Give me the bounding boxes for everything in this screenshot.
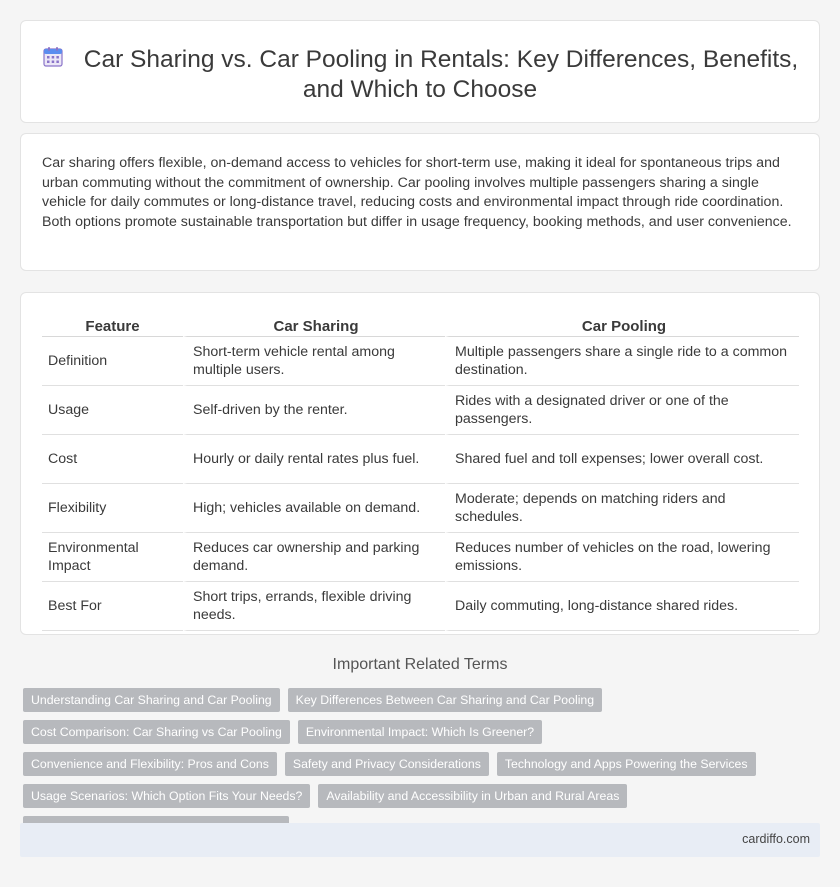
car-pooling-cell: Daily commuting, long-distance shared rides.: [445, 582, 799, 631]
header-car-pooling: Car Pooling: [445, 316, 799, 337]
table-row: [42, 582, 799, 631]
title-card: [20, 20, 820, 123]
comparison-table: [42, 316, 799, 631]
related-terms-list: [23, 688, 803, 840]
related-term-tag[interactable]: Availability and Accessibility in Urban and Rural Areas: [318, 784, 627, 808]
related-term-tag[interactable]: Technology and Apps Powering the Services: [497, 752, 756, 776]
table-row: [42, 533, 799, 582]
footer-site-link[interactable]: cardiffo.com: [742, 832, 810, 846]
intro-card: [20, 133, 820, 271]
car-pooling-cell: Shared fuel and toll expenses; lower overall cost.: [445, 435, 799, 484]
related-term-tag[interactable]: Convenience and Flexibility: Pros and Cons: [23, 752, 277, 776]
header-feature: Feature: [42, 316, 183, 337]
car-sharing-cell: Reduces car ownership and parking demand.: [183, 533, 445, 582]
car-sharing-cell: Short-term vehicle rental among multiple users.: [183, 337, 445, 386]
intro-paragraph: Car sharing offers flexible, on-demand access to vehicles for short-term use, making it ideal for spontaneous trips and urban commuting without the commitment of ownership. Car pooling involves multiple passengers sharing a single vehicle for daily commutes or long-distance travel, reducing costs and environmental impact through ride coordination. Both options promote sustainable transportation but differ in usage frequency, booking methods, and user convenience.: [42, 155, 792, 230]
car-pooling-cell: Multiple passengers share a single ride to a common destination.: [445, 337, 799, 386]
related-terms-heading: Important Related Terms: [332, 656, 508, 673]
car-pooling-cell: Moderate; depends on matching riders and schedules.: [445, 484, 799, 533]
car-sharing-cell: High; vehicles available on demand.: [183, 484, 445, 533]
feature-cell: Best For: [42, 582, 183, 631]
feature-cell: Flexibility: [42, 484, 183, 533]
related-term-tag[interactable]: Cost Comparison: Car Sharing vs Car Pooling: [23, 720, 290, 744]
comparison-card: [20, 292, 820, 635]
feature-cell: Usage: [42, 386, 183, 435]
feature-cell: Environmental Impact: [42, 533, 183, 582]
car-pooling-cell: Reduces number of vehicles on the road, lowering emissions.: [445, 533, 799, 582]
car-sharing-cell: Self-driven by the renter.: [183, 386, 445, 435]
related-term-tag[interactable]: Safety and Privacy Considerations: [285, 752, 489, 776]
calendar-icon: [42, 46, 64, 68]
table-row: [42, 386, 799, 435]
related-term-tag[interactable]: Key Differences Between Car Sharing and Car Pooling: [288, 688, 602, 712]
table-row: [42, 337, 799, 386]
feature-cell: Definition: [42, 337, 183, 386]
footer: [20, 823, 820, 857]
table-row: [42, 484, 799, 533]
car-pooling-cell: Rides with a designated driver or one of the passengers.: [445, 386, 799, 435]
table-row: [42, 435, 799, 484]
related-term-tag[interactable]: Usage Scenarios: Which Option Fits Your Needs?: [23, 784, 310, 808]
header-car-sharing: Car Sharing: [183, 316, 445, 337]
feature-cell: Cost: [42, 435, 183, 484]
page-title: Car Sharing vs. Car Pooling in Rentals: Key Differences, Benefits, and Which to Choose: [83, 46, 799, 103]
table-header-row: [42, 316, 799, 337]
related-term-tag[interactable]: Understanding Car Sharing and Car Pooling: [23, 688, 280, 712]
car-sharing-cell: Short trips, errands, flexible driving needs.: [183, 582, 445, 631]
car-sharing-cell: Hourly or daily rental rates plus fuel.: [183, 435, 445, 484]
related-term-tag[interactable]: Environmental Impact: Which Is Greener?: [298, 720, 542, 744]
